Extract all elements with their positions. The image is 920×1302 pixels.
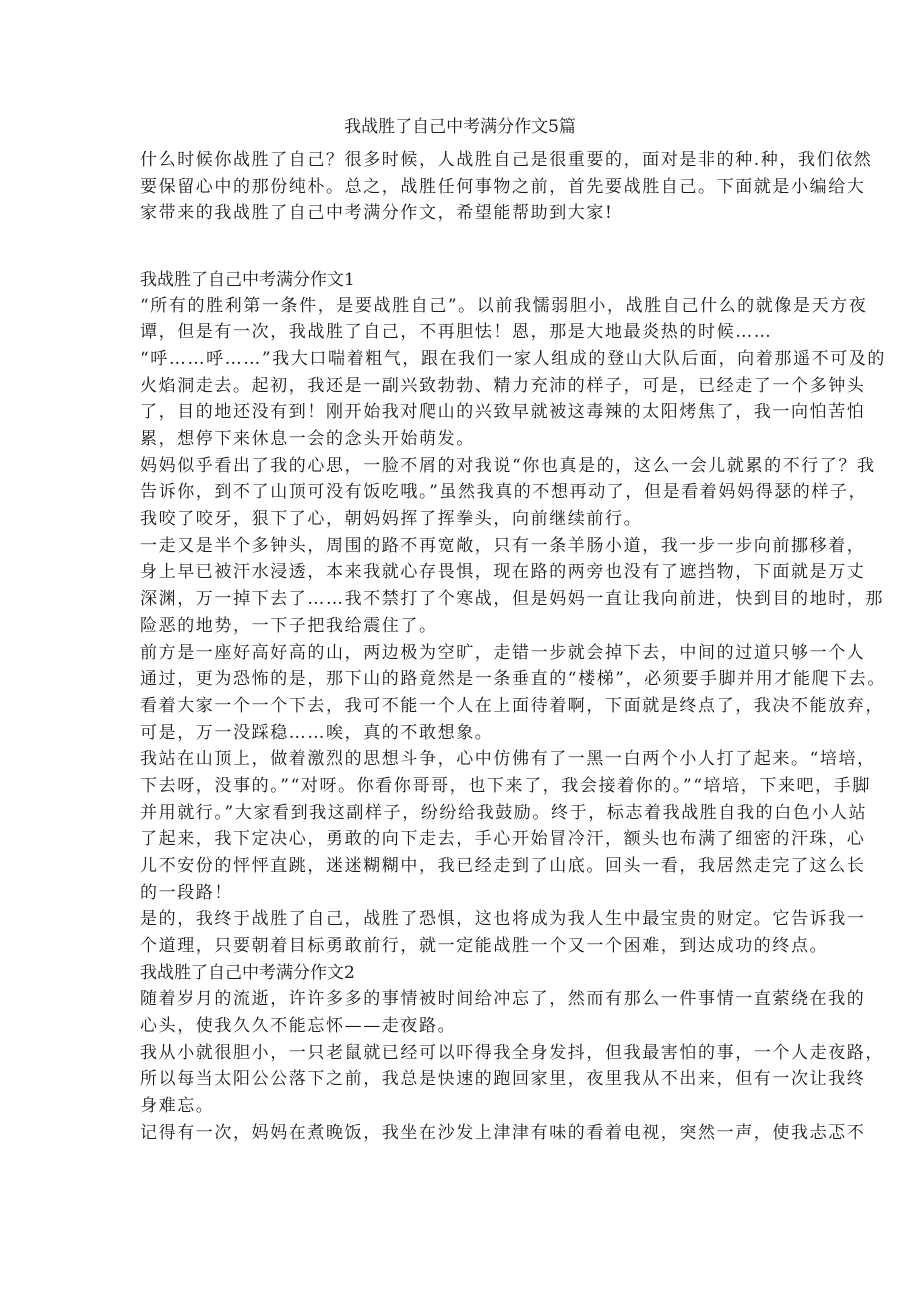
essay-1-line: 累，想停下来休息一会的念头开始萌发。 xyxy=(140,429,475,449)
intro-line: 要保留心中的那份纯朴。总之，战胜任何事物之前，首先要战胜自己。下面就是小编给大 xyxy=(140,177,866,197)
document-title: 我战胜了自己中考满分作文5篇 xyxy=(344,117,576,137)
intro-line: 什么时候你战胜了自己？很多时候，人战胜自己是很重要的，面对是非的种.种，我们依然 xyxy=(140,150,873,170)
essay-1-line: 个道理，只要朝着目标勇敢前行，就一定能战胜一个又一个困难，到达成功的终点。 xyxy=(140,936,829,956)
essay-2-line: 身难忘。 xyxy=(140,1096,215,1116)
essay-2-heading: 我战胜了自己中考满分作文2 xyxy=(140,963,355,983)
essay-1-line: 深渊，万一掉下去了……我不禁打了个寒战，但是妈妈一直让我向前进，快到目的地时，那 xyxy=(140,589,884,609)
essay-1-line: 可是，万一没踩稳……唉，真的不敢想象。 xyxy=(140,723,494,743)
essay-1-line: 前方是一座好高好高的山，两边极为空旷，走错一步就会掉下去，中间的过道只够一个人 xyxy=(140,643,866,663)
essay-1-line: 通过，更为恐怖的是，那下山的路竟然是一条垂直的“楼梯”，必须要手脚并用才能爬下去。 xyxy=(140,669,886,689)
essay-1-line: 下去呀，没事的。”“对呀。你看你哥哥，也下来了，我会接着你的。”“培培，下来吧，手脚 xyxy=(140,776,871,796)
essay-1-line: 的一段路！ xyxy=(140,883,233,903)
essay-1-heading: 我战胜了自己中考满分作文1 xyxy=(140,270,355,290)
essay-1-line: 了，目的地还没有到！刚开始我对爬山的兴致早就被这毒辣的太阳烤焦了，我一向怕苦怕 xyxy=(140,402,866,422)
intro-line: 家带来的我战胜了自己中考满分作文，希望能帮助到大家! xyxy=(140,203,614,223)
essay-1-line: 并用就行。”大家看到我这副样子，纷纷给我鼓励。终于，标志着我战胜自我的白色小人站 xyxy=(140,803,868,823)
essay-1-line: 我站在山顶上，做着激烈的思想斗争，心中仿佛有了一黑一白两个小人打了起来。“培培， xyxy=(140,749,876,769)
essay-2-line: 心头，使我久久不能忘怀——走夜路。 xyxy=(140,1016,457,1036)
essay-1-line: 了起来，我下定决心，勇敢的向下走去，手心开始冒冷汗，额头也布满了细密的汗珠，心 xyxy=(140,829,866,849)
essay-2-line: 记得有一次，妈妈在煮晚饭，我坐在沙发上津津有味的看着电视，突然一声，使我忐忑不 xyxy=(140,1123,866,1143)
essay-1-line: 火焰洞走去。起初，我还是一副兴致勃勃、精力充沛的样子，可是，已经走了一个多钟头 xyxy=(140,376,866,396)
essay-1-line: 看着大家一个一个下去，我可不能一个人在上面待着啊，下面就是终点了，我决不能放弃， xyxy=(140,696,884,716)
essay-1-line: “呼……呼……”我大口喘着粗气，跟在我们一家人组成的登山大队后面，向着那遥不可及的 xyxy=(140,349,886,369)
essay-1-line: 我咬了咬牙，狠下了心，朝妈妈挥了挥拳头，向前继续前行。 xyxy=(140,509,643,529)
essay-2-line: 随着岁月的流逝，许许多多的事情被时间给冲忘了，然而有那么一件事情一直萦绕在我的 xyxy=(140,989,866,1009)
essay-1-line: 妈妈似乎看出了我的心思，一脸不屑的对我说“你也真是的，这么一会儿就累的不行了？我 xyxy=(140,456,876,476)
essay-1-line: “所有的胜利第一条件，是要战胜自己”。以前我懦弱胆小，战胜自己什么的就像是天方夜 xyxy=(140,296,868,316)
essay-1-line: 儿不安份的怦怦直跳，迷迷糊糊中，我已经走到了山底。回头一看，我居然走完了这么长 xyxy=(140,856,866,876)
essay-2-line: 所以每当太阳公公落下之前，我总是快速的跑回家里，夜里我从不出来，但有一次让我终 xyxy=(140,1069,866,1089)
essay-1-line: 险恶的地势，一下子把我给震住了。 xyxy=(140,616,438,636)
essay-1-line: 是的，我终于战胜了自己，战胜了恐惧，这也将成为我人生中最宝贵的财定。它告诉我一 xyxy=(140,909,866,929)
essay-1-line: 一走又是半个多钟头，周围的路不再宽敞，只有一条羊肠小道，我一步一步向前挪移着， xyxy=(140,536,866,556)
essay-1-line: 身上早已被汗水浸透，本来我就心存畏惧，现在路的两旁也没有了遮挡物，下面就是万丈 xyxy=(140,562,866,582)
essay-1-line: 告诉你，到不了山顶可没有饭吃哦。”虽然我真的不想再动了，但是看着妈妈得瑟的样子， xyxy=(140,482,868,502)
essay-1-line: 谭，但是有一次，我战胜了自己，不再胆怯！恩，那是大地最炎热的时候…… xyxy=(140,322,773,342)
essay-2-line: 我从小就很胆小，一只老鼠就已经可以吓得我全身发抖，但我最害怕的事，一个人走夜路， xyxy=(140,1043,884,1063)
